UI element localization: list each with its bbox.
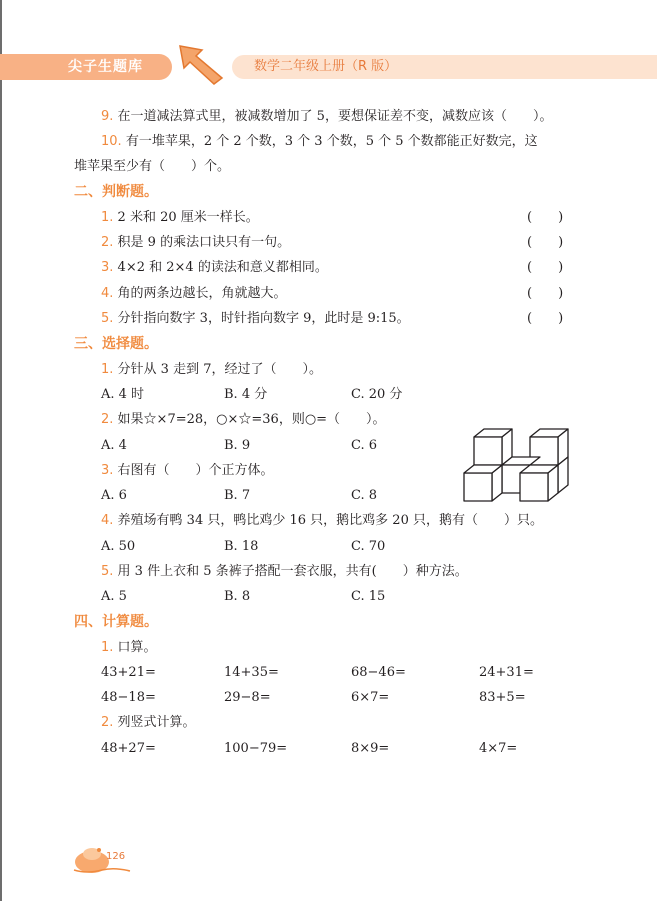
question-10-cont: 堆苹果至少有（ ）个。 xyxy=(74,159,231,174)
vertical-calc-heading: 2. 列竖式计算。 xyxy=(101,715,196,730)
vertical-calc-2: 100−79= xyxy=(224,741,288,756)
choice-1-option-c[interactable]: C. 20 分 xyxy=(351,387,403,402)
choice-item-4: 4. 养殖场有鸭 34 只，鸭比鸡少 16 只，鹅比鸡多 20 只，鹅有（ ）只。 xyxy=(101,513,543,528)
choice-3-option-a[interactable]: A. 6 xyxy=(101,488,127,503)
judge-item-1: 1. 2 米和 20 厘米一样长。 xyxy=(101,210,259,225)
judge-item-4: 4. 角的两条边越长，角就越大。 xyxy=(101,286,287,301)
choice-item-3: 3. 右图有（ ）个正方体。 xyxy=(101,463,274,478)
choice-1-option-b[interactable]: B. 4 分 xyxy=(224,387,268,402)
choice-4-option-b[interactable]: B. 18 xyxy=(224,539,259,554)
choice-2-option-a[interactable]: A. 4 xyxy=(101,438,127,453)
choice-5-option-a[interactable]: A. 5 xyxy=(101,589,127,604)
choice-item-5: 5. 用 3 件上衣和 5 条裤子搭配一套衣服，共有( ）种方法。 xyxy=(101,564,468,579)
series-banner xyxy=(0,54,172,80)
oral-calc-1: 43+21= xyxy=(101,665,156,680)
vertical-calc-4: 4×7= xyxy=(479,741,518,756)
choice-3-option-b[interactable]: B. 7 xyxy=(224,488,251,503)
vertical-calc-1: 48+27= xyxy=(101,741,156,756)
choice-4-option-a[interactable]: A. 50 xyxy=(101,539,136,554)
oral-calc-heading: 1. 口算。 xyxy=(101,640,157,655)
page-number: 126 xyxy=(106,851,126,862)
choice-1-option-a[interactable]: A. 4 时 xyxy=(101,387,145,402)
section-choice-title: 三、选择题。 xyxy=(74,336,158,352)
oral-calc-4: 24+31= xyxy=(479,665,534,680)
series-title: 尖子生题库 xyxy=(68,59,143,75)
judge-item-5: 5. 分针指向数字 3，时针指向数字 9，此时是 9:15。 xyxy=(101,311,410,326)
choice-2-option-c[interactable]: C. 6 xyxy=(351,438,378,453)
choice-item-1: 1. 分针从 3 走到 7，经过了（ ）。 xyxy=(101,362,322,377)
judge-answer-2[interactable]: ( ) xyxy=(527,235,564,250)
section-judge-title: 二、判断题。 xyxy=(74,184,158,200)
question-9: 9. 在一道减法算式里，被减数增加了 5，要想保证差不变，减数应该（ ）。 xyxy=(101,109,553,124)
choice-5-option-c[interactable]: C. 15 xyxy=(351,589,386,604)
page-edge xyxy=(0,0,2,901)
choice-3-option-c[interactable]: C. 8 xyxy=(351,488,378,503)
section-calc-title: 四、计算题。 xyxy=(74,614,158,630)
cube-stack-figure xyxy=(460,425,575,510)
choice-5-option-b[interactable]: B. 8 xyxy=(224,589,251,604)
book-banner xyxy=(232,55,657,79)
book-title: 数学二年级上册（R 版） xyxy=(254,59,398,74)
choice-2-option-b[interactable]: B. 9 xyxy=(224,438,251,453)
judge-answer-3[interactable]: ( ) xyxy=(527,260,564,275)
choice-4-option-c[interactable]: C. 70 xyxy=(351,539,386,554)
judge-item-2: 2. 积是 9 的乘法口诀只有一句。 xyxy=(101,235,291,250)
judge-answer-4[interactable]: ( ) xyxy=(527,286,564,301)
judge-item-3: 3. 4×2 和 2×4 的读法和意义都相同。 xyxy=(101,260,328,275)
oral-calc-7: 6×7= xyxy=(351,690,390,705)
arrow-icon xyxy=(176,44,228,86)
choice-item-2: 2. 如果☆×7=28，○×☆=36，则○=（ ）。 xyxy=(101,412,386,427)
judge-answer-5[interactable]: ( ) xyxy=(527,311,564,326)
oral-calc-2: 14+35= xyxy=(224,665,279,680)
oral-calc-5: 48−18= xyxy=(101,690,156,705)
oral-calc-3: 68−46= xyxy=(351,665,406,680)
oral-calc-6: 29−8= xyxy=(224,690,271,705)
vertical-calc-3: 8×9= xyxy=(351,741,390,756)
judge-answer-1[interactable]: ( ) xyxy=(527,210,564,225)
question-10: 10. 有一堆苹果，2 个 2 个数，3 个 3 个数，5 个 5 个数都能正好数完，这 xyxy=(101,134,538,149)
oral-calc-8: 83+5= xyxy=(479,690,526,705)
